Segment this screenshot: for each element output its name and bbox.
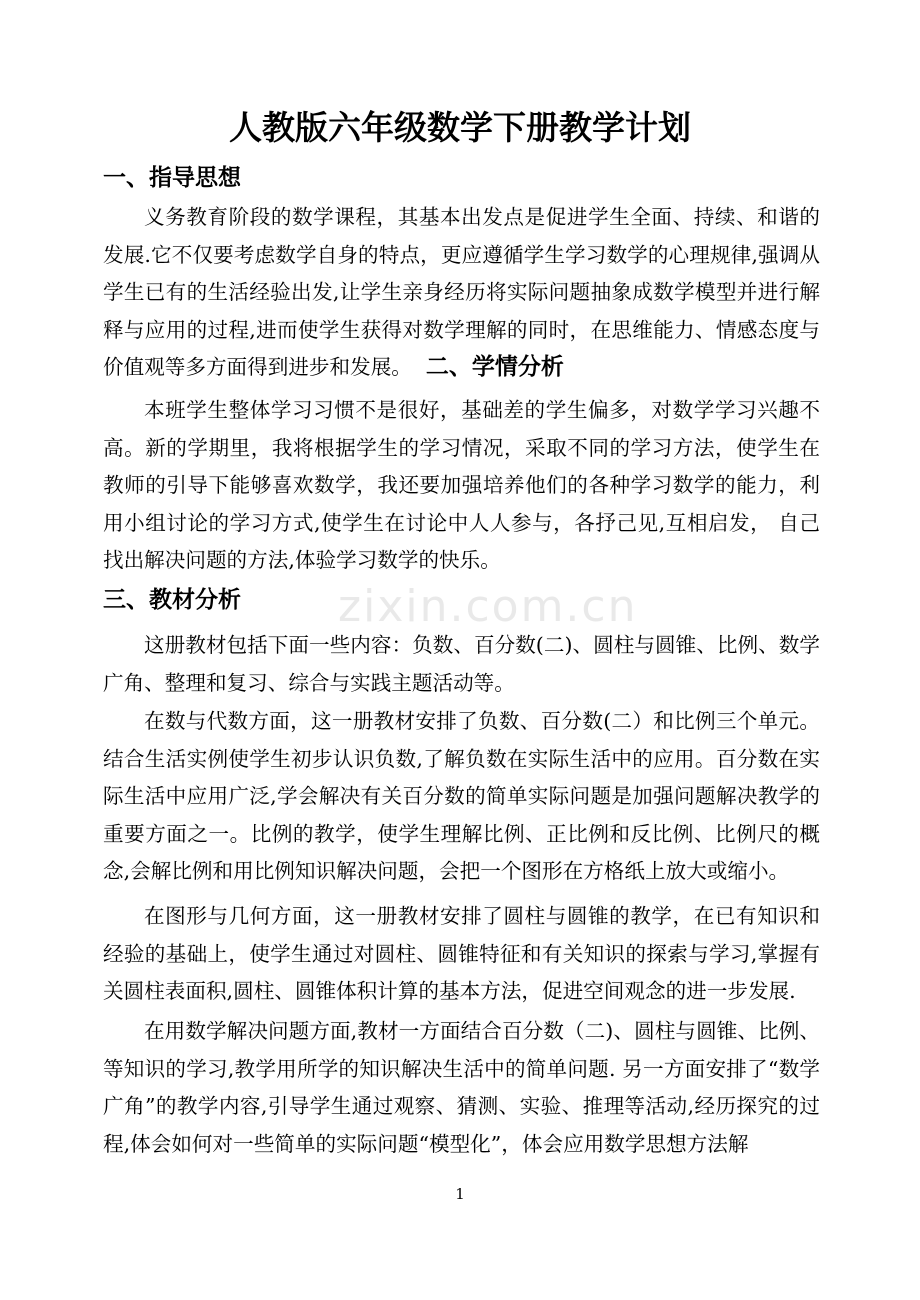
paragraph-guiding-ideology-text: 义务教育阶段的数学课程，其基本出发点是促进学生全面、持续、和谐的发展.它不仅要考虑数学自身的特点，更应遵循学生学习数学的心理规律,强调从学生已有的生活经验出发,让学生亲身经历将实际问题抽象成数学模型并进行解释与应用的过程,进而使学生获得对数学理解的同时，在思维能力、情感态度与价值观等多方面得到进步和发展。 (103, 205, 820, 379)
paragraph-textbook-contents: 这册教材包括下面一些内容：负数、百分数(二)、圆柱与圆锥、比例、数学广角、整理和复习、综合与实践主题活动等。 (103, 633, 820, 695)
watermark: zixin.com.cn (338, 581, 638, 632)
paragraph-problem-solving: 在用数学解决问题方面,教材一方面结合百分数（二)、圆柱与圆锥、比例、等知识的学习,教学用所学的知识解决生活中的简单问题. 另一方面安排了“数学广角”的教学内容,引导学生通过观察、猜测、实验、推理等活动,经历探究的过程,体会如何对一些简单的实际问题“模型化”，体会应用数学思想方法解 (103, 1019, 820, 1156)
paragraph-guiding-ideology (103, 199, 820, 387)
paragraph-geometry: 在图形与几何方面，这一册教材安排了圆柱与圆锥的教学，在已有知识和经验的基础上，使学生通过对圆柱、圆锥特征和有关知识的探索与学习,掌握有关圆柱表面积,圆柱、圆锥体积计算的基本方法，促进空间观念的进一步发展. (103, 904, 820, 1003)
page-number: 1 (455, 1185, 465, 1203)
paragraph-numbers-algebra: 在数与代数方面，这一册教材安排了负数、百分数(二）和比例三个单元。结合生活实例使学生初步认识负数,了解负数在实际生活中的应用。百分数在实际生活中应用广泛,学会解决有关百分数的简单实际问题是加强问题解决教学的重要方面之一。比例的教学，使学生理解比例、正比例和反比例、比例尺的概念,会解比例和用比例知识解决问题，会把一个图形在方格纸上放大或缩小。 (103, 709, 820, 883)
section-heading-guiding-ideology: 一、指导思想 (103, 165, 241, 191)
section-heading-textbook-analysis: 三、教材分析 (103, 587, 241, 613)
paragraph-student-analysis: 本班学生整体学习习惯不是很好，基础差的学生偏多，对数学学习兴趣不高。新的学期里，我将根据学生的学习情况，采取不同的学习方法，使学生在教师的引导下能够喜欢数学，我还要加强培养他们的各种学习数学的能力，利用小组讨论的学习方式,使学生在讨论中人人参与，各抒己见,互相启发， 自己找出解决问题的方法,体验学习数学的快乐。 (103, 398, 820, 572)
document-title: 人教版六年级数学下册教学计划 (229, 108, 691, 147)
section-heading-student-analysis: 二、学情分析 (425, 354, 564, 380)
